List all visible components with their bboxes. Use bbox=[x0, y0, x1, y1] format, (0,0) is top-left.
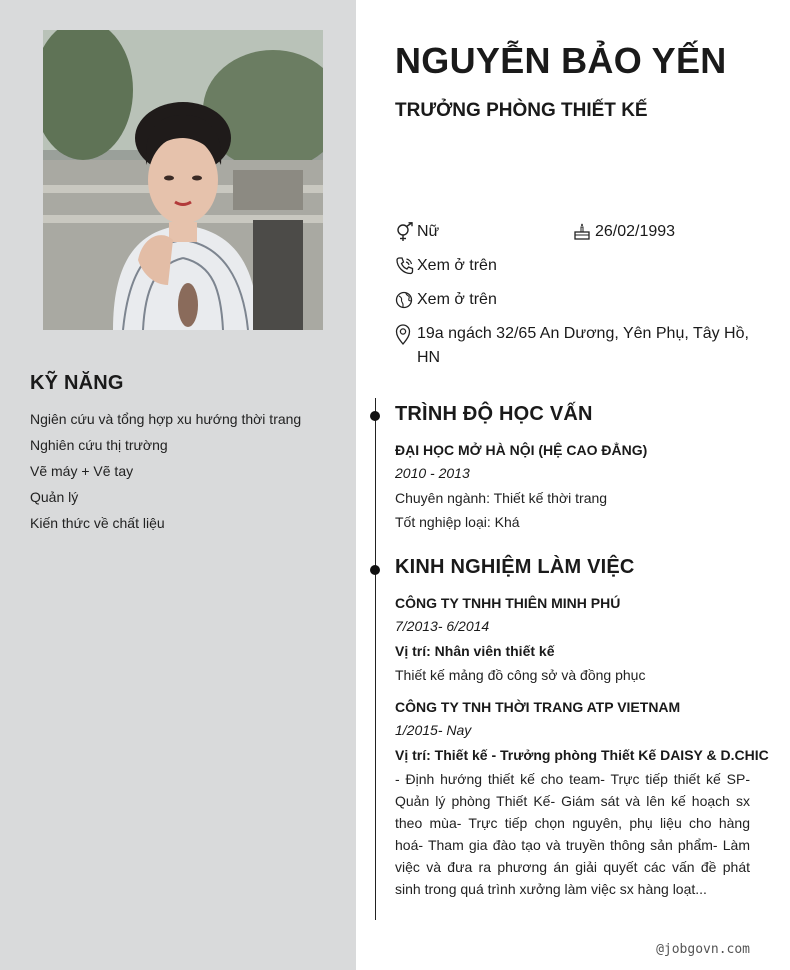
skill-item: Nghiên cứu thị trường bbox=[30, 437, 168, 453]
website-value: Xem ở trên bbox=[417, 291, 497, 308]
address-row bbox=[395, 324, 750, 370]
job-company: CÔNG TY TNHH THIÊN MINH PHÚ bbox=[395, 595, 621, 611]
education-school: ĐẠI HỌC MỞ HÀ NỘI (HỆ CAO ĐẲNG) bbox=[395, 442, 648, 458]
left-sidebar bbox=[0, 0, 356, 970]
job-period: 1/2015- Nay bbox=[395, 722, 472, 738]
birthdate-row bbox=[573, 222, 675, 244]
experience-timeline-dot bbox=[370, 565, 380, 575]
gender-icon bbox=[395, 222, 417, 242]
birthday-cake-icon bbox=[573, 222, 595, 242]
candidate-name: NGUYỄN BẢO YẾN bbox=[395, 40, 727, 81]
education-period: 2010 - 2013 bbox=[395, 465, 470, 481]
location-pin-icon bbox=[395, 324, 417, 344]
address-value: 19a ngách 32/65 An Dương, Yên Phụ, Tây Hồ, HN bbox=[417, 325, 749, 366]
job-company: CÔNG TY TNH THỜI TRANG ATP VIETNAM bbox=[395, 699, 681, 715]
skill-item: Quản lý bbox=[30, 489, 79, 505]
birthdate-value: 26/02/1993 bbox=[595, 223, 676, 240]
job-period: 7/2013- 6/2014 bbox=[395, 618, 490, 634]
phone-row bbox=[395, 256, 497, 278]
job-description: - Định hướng thiết kế cho team- Trực tiếp thiết kế SP- Quản lý phòng Thiết Kế- Giám sát và lên kế hoạch sx theo mùa- Trực tiếp chọn nguyên, phụ liệu cho hàng hoá- Tham gia đào tạo và truyền thông sản phẩm- Làm việc và đưa ra phương án giải quyết các vấn đề phát sinh trong quá trình xưởng làm việc sx hàng loạt... bbox=[395, 771, 750, 897]
gender-value: Nữ bbox=[417, 223, 440, 240]
education-grade: Tốt nghiệp loại: Khá bbox=[395, 514, 520, 530]
skill-item: Kiến thức về chất liệu bbox=[30, 515, 165, 531]
education-timeline-dot bbox=[370, 411, 380, 421]
candidate-title: TRƯỞNG PHÒNG THIẾT KẾ bbox=[395, 100, 648, 121]
job-position: Vị trí: Nhân viên thiết kế bbox=[395, 643, 555, 659]
skill-item: Vẽ máy + Vẽ tay bbox=[30, 463, 134, 479]
timeline-line bbox=[375, 398, 376, 920]
globe-icon bbox=[395, 290, 417, 310]
skills-list bbox=[30, 406, 301, 536]
footer-credit: @jobgovn.com bbox=[656, 942, 750, 957]
skill-item: Ngiên cứu và tổng hợp xu hướng thời trang bbox=[30, 411, 302, 427]
gender-row bbox=[395, 222, 439, 244]
job-position: Vị trí: Thiết kế - Trưởng phòng Thiết Kế DAISY & D.CHIC bbox=[395, 747, 769, 763]
portrait-photo bbox=[43, 30, 323, 330]
skills-heading: KỸ NĂNG bbox=[30, 372, 124, 394]
job-description: Thiết kế mảng đồ công sở và đồng phục bbox=[395, 667, 646, 683]
experience-heading: KINH NGHIỆM LÀM VIỆC bbox=[395, 556, 635, 578]
website-row bbox=[395, 290, 497, 312]
phone-value: Xem ở trên bbox=[417, 257, 497, 274]
education-major: Chuyên ngành: Thiết kế thời trang bbox=[395, 490, 608, 506]
profile-photo bbox=[43, 30, 323, 330]
phone-icon bbox=[395, 256, 417, 276]
education-heading: TRÌNH ĐỘ HỌC VẤN bbox=[395, 403, 593, 425]
